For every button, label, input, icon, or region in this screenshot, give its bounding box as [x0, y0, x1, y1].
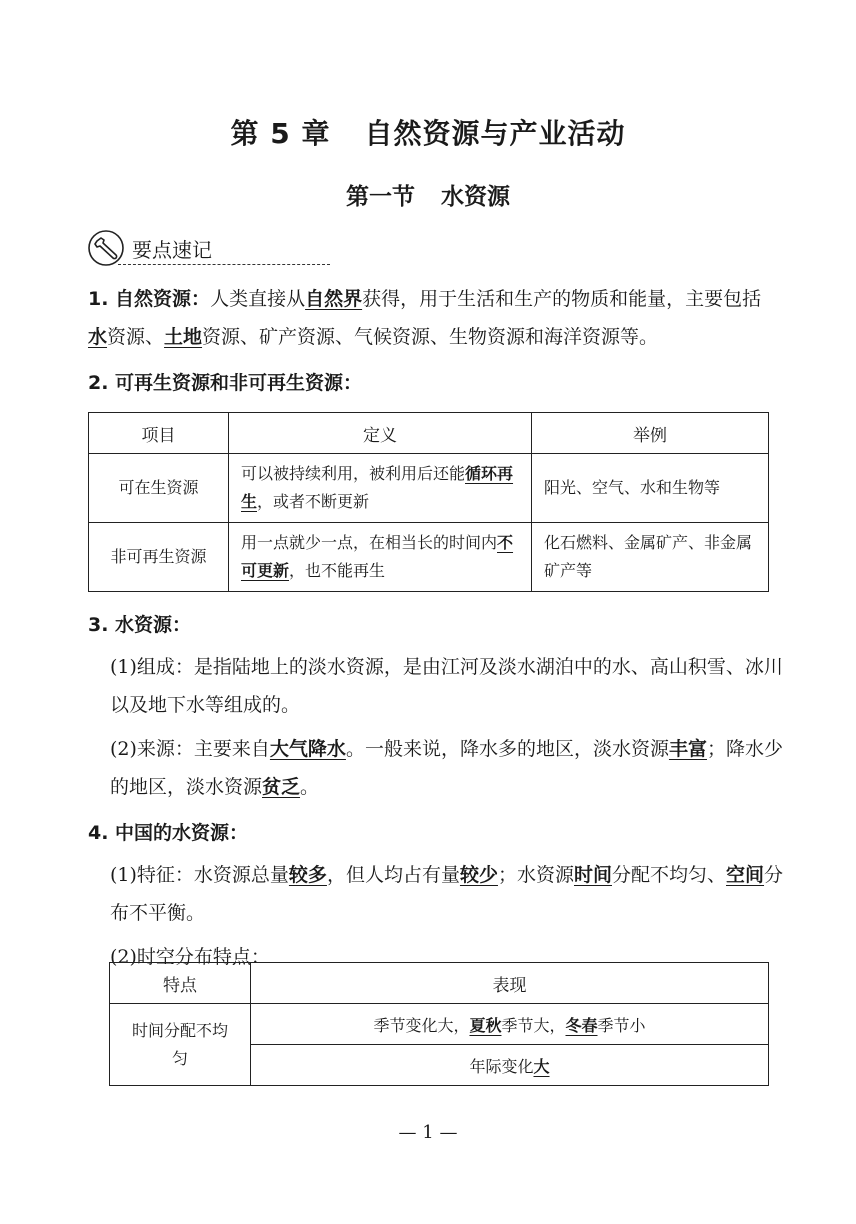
table-cell: 年际变化大 [251, 1045, 769, 1086]
item-4-paragraph-2: (2)时空分布特点： [110, 946, 270, 968]
item-4-paragraph-1: (1)特征：水资源总量较多，但人均占有量较少；水资源时间分配不均匀、空间分布不平衡。 [110, 864, 784, 924]
table-header: 定义 [229, 413, 532, 454]
item-4-heading: 4. 中国的水资源： [88, 822, 249, 844]
table-row [110, 1004, 769, 1045]
table-header: 举例 [532, 413, 769, 454]
chapter-title: 第 5 章 自然资源与产业活动 [230, 117, 626, 150]
table-cell: 季节变化大，夏秋季节大，冬春季节小 [251, 1004, 769, 1045]
resource-table [88, 412, 769, 592]
table-cell: 阳光、空气、水和生物等 [532, 454, 769, 523]
table-header: 表现 [251, 963, 769, 1004]
item-2-heading: 2. 可再生资源和非可再生资源： [88, 372, 363, 394]
table-cell: 时间分配不均匀 [110, 1004, 251, 1086]
divider [118, 264, 330, 265]
key-points-header [86, 228, 246, 268]
table-header: 特点 [110, 963, 251, 1004]
item-3-heading: 3. 水资源： [88, 614, 192, 636]
table-header: 项目 [89, 413, 229, 454]
table-cell: 可以被持续利用，被利用后还能循环再生，或者不断更新 [229, 454, 532, 523]
table-cell: 用一点就少一点，在相当长的时间内不可更新，也不能再生 [229, 523, 532, 592]
table-cell: 非可再生资源 [89, 523, 229, 592]
item-1: 1. 自然资源：人类直接从自然界获得，用于生活和生产的物质和能量，主要包括水资源、土地资源、矿产资源、气候资源、生物资源和海洋资源等。 [88, 288, 762, 348]
table-cell: 化石燃料、金属矿产、非金属矿产等 [532, 523, 769, 592]
key-points-label: 要点速记 [132, 238, 212, 262]
page-number: — 1 — [398, 1122, 458, 1143]
table-cell: 可在生资源 [89, 454, 229, 523]
wrench-icon [86, 228, 126, 268]
item-3-paragraph-1: (1)组成：是指陆地上的淡水资源，是由江河及淡水湖泊中的水、高山积雪、冰川以及地下水等组成的。 [110, 656, 783, 716]
section-title: 第一节 水资源 [346, 183, 510, 210]
table-row [89, 454, 769, 523]
distribution-table [109, 962, 769, 1086]
table-row [89, 523, 769, 592]
item-3-paragraph-2: (2)来源：主要来自大气降水。一般来说，降水多的地区，淡水资源丰富；降水少的地区，淡水资源贫乏。 [110, 738, 783, 798]
